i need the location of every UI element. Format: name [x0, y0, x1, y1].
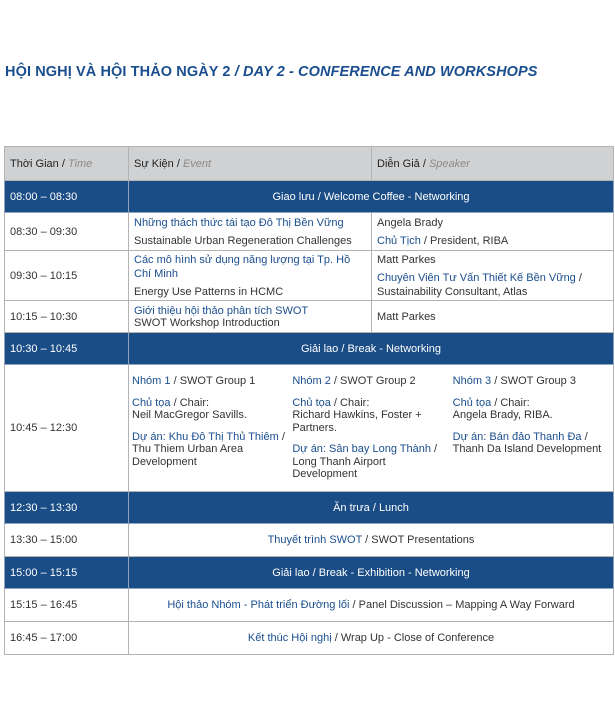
speaker-cell: Matt Parkes: [372, 301, 614, 333]
time-cell: 08:00 – 08:30: [5, 181, 129, 213]
workshop-groups-cell: [129, 365, 614, 492]
table-row: [5, 251, 614, 301]
time-cell: 12:30 – 13:30: [5, 492, 129, 524]
speaker-cell: Angela Brady Chủ Tịch / President, RIBA: [372, 213, 614, 251]
table-row: [5, 589, 614, 622]
group-2: Nhóm 2 / SWOT Group 2 Chủ tọa / Chair: Richard Hawkins, Foster + Partners. Dự án: Sân bay Long Thành / Long Thanh Airport Development: [292, 375, 438, 481]
event-cell: Thuyết trình SWOT / SWOT Presentations: [129, 524, 614, 557]
table-header-row: [5, 147, 614, 181]
event-cell: Giao lưu / Welcome Coffee - Networking: [129, 181, 614, 213]
table-row: [5, 557, 614, 589]
table-row: [5, 365, 614, 492]
event-cell: Giới thiệu hội thảo phân tích SWOT SWOT Workshop Introduction: [129, 301, 372, 333]
page-title: [5, 64, 538, 80]
title-separator: /: [230, 64, 243, 80]
event-cell: Hội thảo Nhóm - Phát triển Đường lối / Panel Discussion – Mapping A Way Forward: [129, 589, 614, 622]
time-cell: 08:30 – 09:30: [5, 213, 129, 251]
col-header-event: Sự Kiện / Event: [129, 147, 372, 181]
table-row: [5, 301, 614, 333]
title-en: DAY 2 - CONFERENCE AND WORKSHOPS: [243, 64, 538, 80]
title-vn: HỘI NGHỊ VÀ HỘI THẢO NGÀY 2: [5, 64, 231, 80]
table-row: [5, 622, 614, 655]
event-cell: Những thách thức tái tạo Đô Thị Bền Vững Sustainable Urban Regeneration Challenges: [129, 213, 372, 251]
event-cell: Giải lao / Break - Exhibition - Networking: [129, 557, 614, 589]
schedule-table: [4, 146, 614, 655]
time-cell: 09:30 – 10:15: [5, 251, 129, 301]
time-cell: 16:45 – 17:00: [5, 622, 129, 655]
event-cell: Các mô hình sử dụng năng lượng tại Tp. Hồ Chí Minh Energy Use Patterns in HCMC: [129, 251, 372, 301]
col-header-speaker: Diễn Giả / Speaker: [372, 147, 614, 181]
event-cell: Giải lao / Break - Networking: [129, 333, 614, 365]
table-row: [5, 181, 614, 213]
event-cell: Kết thúc Hội nghị / Wrap Up - Close of Conference: [129, 622, 614, 655]
event-cell: Ăn trưa / Lunch: [129, 492, 614, 524]
time-cell: 10:15 – 10:30: [5, 301, 129, 333]
speaker-cell: Matt Parkes Chuyên Viên Tư Vấn Thiết Kế Bền Vững / Sustainability Consultant, Atlas: [372, 251, 614, 301]
table-row: [5, 213, 614, 251]
table-row: [5, 333, 614, 365]
group-3: Nhóm 3 / SWOT Group 3 Chủ tọa / Chair: Angela Brady, RIBA. Dự án: Bán đảo Thanh Đa / Thanh Da Island Development: [452, 375, 602, 456]
table-row: [5, 524, 614, 557]
col-header-time: Thời Gian / Time: [5, 147, 129, 181]
table-row: [5, 492, 614, 524]
group-1: Nhóm 1 / SWOT Group 1 Chủ tọa / Chair: Neil MacGregor Savills. Dự án: Khu Đô Thị Thủ Thiêm / Thu Thiem Urban Area Development: [132, 375, 285, 468]
time-cell: 15:15 – 16:45: [5, 589, 129, 622]
time-cell: 15:00 – 15:15: [5, 557, 129, 589]
time-cell: 10:45 – 12:30: [5, 365, 129, 492]
time-cell: 13:30 – 15:00: [5, 524, 129, 557]
time-cell: 10:30 – 10:45: [5, 333, 129, 365]
